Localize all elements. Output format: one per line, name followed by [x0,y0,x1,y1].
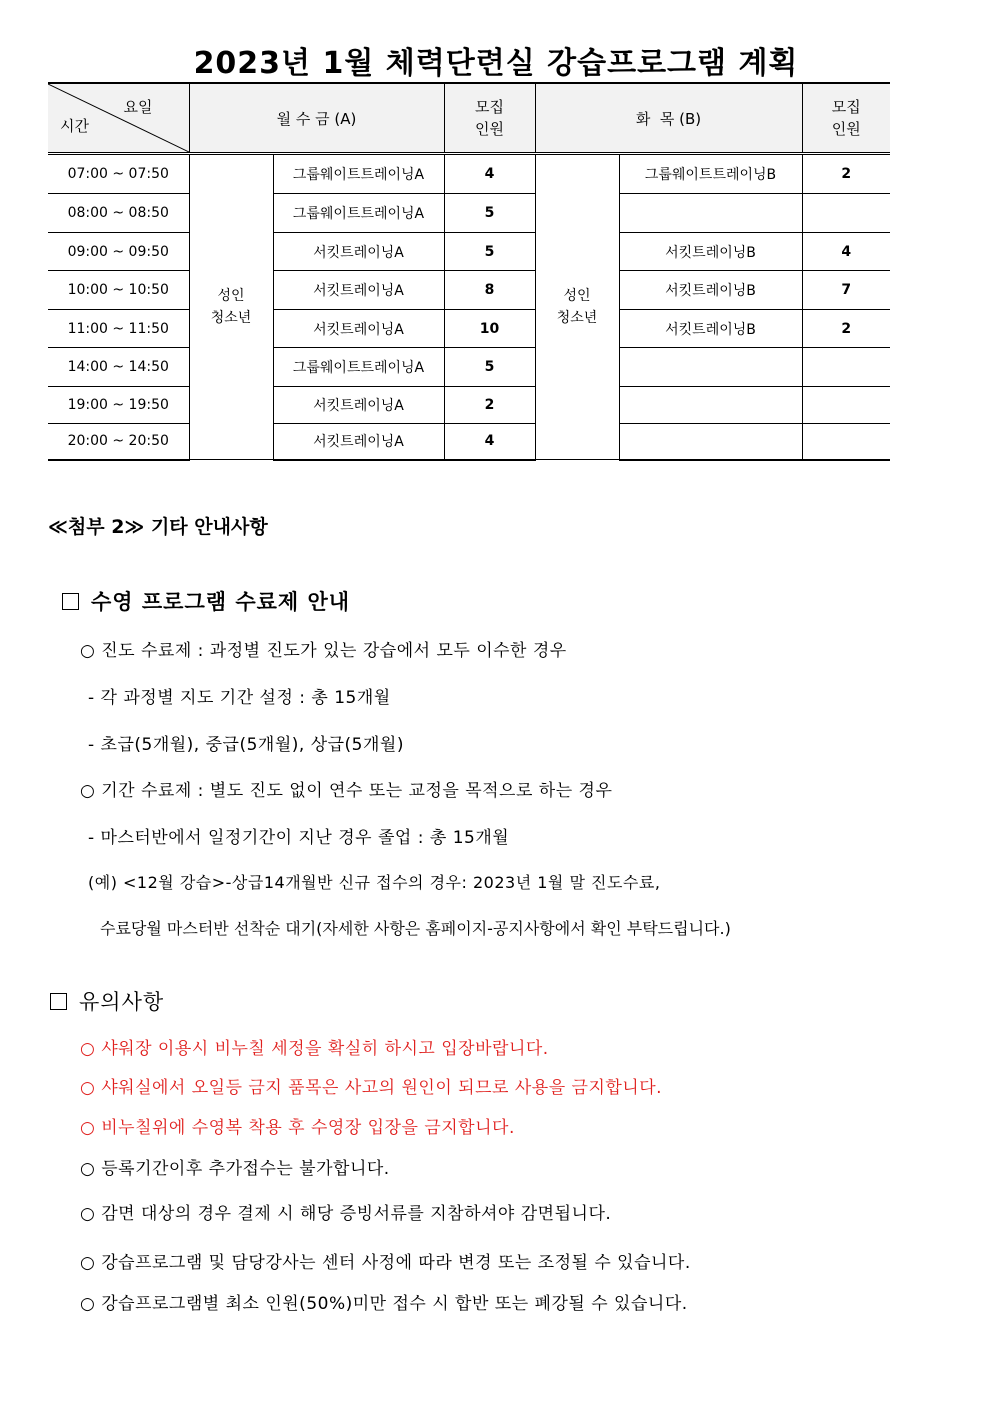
count-b-cell [802,348,890,387]
time-cell: 19:00 ~ 19:50 [48,387,189,424]
table-row [48,348,890,387]
program-b-cell [619,387,802,424]
count-b-cell [802,387,890,424]
swim-line-3: - 초급(5개월), 중급(5개월), 상급(5개월) [88,735,404,755]
count-a-cell: 10 [444,310,535,348]
program-b-cell: 서킷트레이닝B [619,310,802,348]
swim-line-6: (예) <12월 강습>-상급14개월반 신규 접수의 경우: 2023년 1월 말 진도수료, [88,873,661,892]
table-row [48,424,890,460]
swim-line-5: - 마스터반에서 일정기간이 지난 경우 졸업 : 총 15개월 [88,828,510,848]
count-b-cell: 4 [802,233,890,271]
table-row [48,154,890,194]
time-cell: 11:00 ~ 11:50 [48,310,189,348]
swim-line-1: ○ 진도 수료제 : 과정별 진도가 있는 강습에서 모두 이수한 경우 [80,641,567,661]
header-tue-thu: 화 목 (B) [535,83,802,154]
table-row [48,233,890,271]
count-b-cell: 2 [802,154,890,194]
program-a-cell: 그룹웨이트트레이닝A [273,348,444,387]
time-cell: 07:00 ~ 07:50 [48,154,189,194]
count-b-cell: 7 [802,271,890,310]
program-a-cell: 서킷트레이닝A [273,387,444,424]
program-a-cell: 그룹웨이트트레이닝A [273,194,444,233]
program-a-cell: 서킷트레이닝A [273,271,444,310]
program-b-cell: 서킷트레이닝B [619,233,802,271]
count-b-cell [802,424,890,460]
notes-heading: 유의사항 [50,986,164,1016]
attachment-title: ≪첨부 2≫ 기타 안내사항 [48,516,268,538]
table-header-row [48,83,890,154]
time-cell: 09:00 ~ 09:50 [48,233,189,271]
checkbox-square-icon [50,993,67,1010]
table-row [48,194,890,233]
page-title: 2023년 1월 체력단련실 강습프로그램 계획 [193,46,799,81]
time-cell: 14:00 ~ 14:50 [48,348,189,387]
table-row [48,271,890,310]
notes-red-line-3: ○ 비누칠위에 수영복 착용 후 수영장 입장을 금지합니다. [80,1118,515,1138]
table-row [48,387,890,424]
header-time: 시간 [60,117,89,135]
notes-line-1: ○ 등록기간이후 추가접수는 불가합니다. [80,1159,390,1179]
count-a-cell: 5 [444,194,535,233]
time-cell: 08:00 ~ 08:50 [48,194,189,233]
count-b-cell: 2 [802,310,890,348]
count-a-cell: 5 [444,233,535,271]
target-cell-a: 성인 청소년 [189,154,273,460]
table-row [48,310,890,348]
count-b-cell [802,194,890,233]
count-a-cell: 8 [444,271,535,310]
program-b-cell [619,348,802,387]
count-a-cell: 5 [444,348,535,387]
target-cell-b: 성인 청소년 [535,154,619,460]
schedule-table [48,82,890,461]
time-cell: 10:00 ~ 10:50 [48,271,189,310]
notes-red-line-2: ○ 샤워실에서 오일등 금지 품목은 사고의 원인이 되므로 사용을 금지합니다. [80,1078,663,1098]
header-recruit-b: 모집 인원 [802,83,890,154]
program-a-cell: 그룹웨이트트레이닝A [273,154,444,194]
notes-red-line-1: ○ 샤워장 이용시 비누칠 세정을 확실히 하시고 입장바랍니다. [80,1039,549,1059]
time-cell: 20:00 ~ 20:50 [48,424,189,460]
program-b-cell: 서킷트레이닝B [619,271,802,310]
notes-line-2: ○ 감면 대상의 경우 결제 시 해당 증빙서류를 지참하셔야 감면됩니다. [80,1204,612,1224]
program-b-cell [619,194,802,233]
count-a-cell: 4 [444,424,535,460]
notes-line-4: ○ 강습프로그램별 최소 인원(50%)미만 접수 시 합반 또는 폐강될 수 있습니다. [80,1294,688,1314]
notes-line-3: ○ 강습프로그램 및 담당강사는 센터 사정에 따라 변경 또는 조정될 수 있습니다. [80,1253,691,1273]
program-a-cell: 서킷트레이닝A [273,310,444,348]
program-b-cell: 그룹웨이트트레이닝B [619,154,802,194]
program-b-cell [619,424,802,460]
header-mon-wed-fri: 월 수 금 (A) [189,83,444,154]
swim-heading: 수영 프로그램 수료제 안내 [62,586,350,616]
swim-line-2: - 각 과정별 지도 기간 설정 : 총 15개월 [88,688,391,708]
count-a-cell: 4 [444,154,535,194]
header-day: 요일 [123,98,153,116]
checkbox-square-icon [62,593,79,610]
diagonal-header-cell [48,83,189,154]
swim-line-7: 수료당월 마스터반 선착순 대기(자세한 사항은 홈페이지-공지사항에서 확인 부탁드립니다.) [100,919,731,938]
swim-line-4: ○ 기간 수료제 : 별도 진도 없이 연수 또는 교정을 목적으로 하는 경우 [80,781,613,801]
count-a-cell: 2 [444,387,535,424]
header-recruit-a: 모집 인원 [444,83,535,154]
program-a-cell: 서킷트레이닝A [273,233,444,271]
program-a-cell: 서킷트레이닝A [273,424,444,460]
